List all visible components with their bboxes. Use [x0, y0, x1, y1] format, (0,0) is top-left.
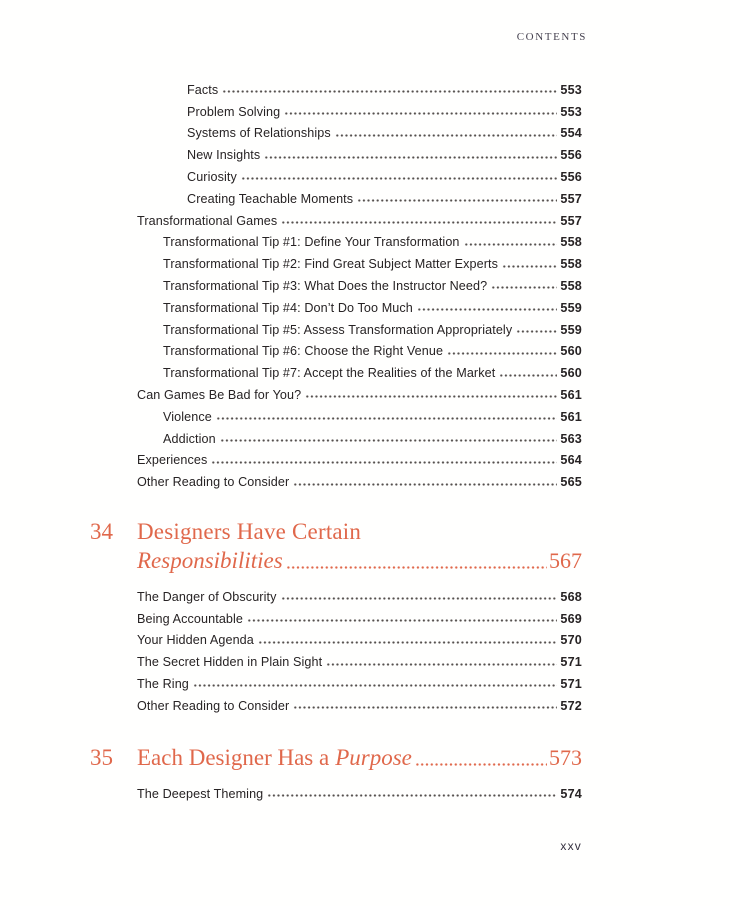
dot-leader	[464, 228, 558, 250]
toc-entry-page: 558	[560, 257, 582, 272]
toc-entry-page: 561	[560, 387, 582, 402]
toc-entry	[137, 380, 582, 402]
toc-entry-page: 556	[560, 169, 582, 184]
toc-entry	[137, 140, 582, 162]
chapter-page-number: 573	[549, 745, 582, 770]
toc-entry-page: 569	[560, 611, 582, 626]
chapter-title-block	[137, 517, 582, 575]
toc-entry	[137, 337, 582, 359]
dot-leader	[247, 604, 557, 626]
toc-entry-page: 571	[560, 655, 582, 670]
dot-leader	[447, 337, 557, 359]
chapter-title-line2	[137, 546, 582, 575]
toc-entry-label: Creating Teachable Moments	[187, 191, 354, 206]
toc-entry-label: Transformational Tip #6: Choose the Right Venue	[163, 344, 444, 359]
dot-leader	[211, 446, 557, 468]
toc-entry-page: 565	[560, 475, 582, 490]
dot-leader	[415, 743, 547, 772]
toc-entry-label: Experiences	[137, 453, 208, 468]
toc-entry	[137, 424, 582, 446]
toc-entry	[137, 779, 582, 801]
toc-list-chapter-35	[137, 779, 582, 801]
toc-entry-page: 571	[560, 676, 582, 691]
toc-entry-label: Transformational Tip #5: Assess Transformation Appropriately	[163, 322, 513, 337]
dot-leader	[357, 184, 557, 206]
toc-entry-label: Transformational Tip #3: What Does the Instructor Need?	[163, 278, 488, 293]
dot-leader	[293, 467, 557, 489]
dot-leader	[293, 691, 557, 713]
toc-entry-label: Your Hidden Agenda	[137, 633, 254, 648]
toc-entry-page: 560	[560, 344, 582, 359]
dot-leader	[516, 315, 557, 337]
toc-entry-label: Facts	[187, 82, 219, 97]
dot-leader	[258, 626, 557, 648]
toc-entry-page: 557	[560, 213, 582, 228]
chapter-title-roman: Each Designer Has a	[137, 745, 330, 770]
toc-entry-label: The Deepest Theming	[137, 786, 264, 801]
chapter-number: 35	[90, 745, 113, 770]
chapter-34-heading	[90, 517, 582, 575]
toc-entry-label: Violence	[163, 409, 212, 424]
chapter-title-italic: Responsibilities	[137, 548, 283, 573]
toc-entry-label: Transformational Tip #2: Find Great Subject Matter Experts	[163, 257, 499, 272]
toc-entry	[137, 446, 582, 468]
toc-entry	[137, 467, 582, 489]
toc-entry-label: Transformational Tip #7: Accept the Realities of the Market	[163, 366, 496, 381]
toc-entry-label: Curiosity	[187, 169, 237, 184]
toc-entry-label: Addiction	[163, 431, 216, 446]
toc-entry-page: 556	[560, 148, 582, 163]
toc-entry	[137, 691, 582, 713]
toc-entry-page: 553	[560, 82, 582, 97]
toc-entry-page: 561	[560, 409, 582, 424]
toc-entry	[137, 271, 582, 293]
page-number-folio: xxv	[560, 839, 582, 853]
toc-entry-label: Can Games Be Bad for You?	[137, 387, 302, 402]
toc-entry-page: 560	[560, 366, 582, 381]
chapter-title-italic: Purpose	[335, 745, 412, 770]
toc-entry-label: The Ring	[137, 676, 189, 691]
toc-entry	[137, 669, 582, 691]
toc-entry	[137, 119, 582, 141]
toc-entry-page: 563	[560, 431, 582, 446]
toc-entry-page: 553	[560, 104, 582, 119]
toc-entry	[137, 206, 582, 228]
toc-entry	[137, 358, 582, 380]
toc-entry-label: Being Accountable	[137, 611, 244, 626]
dot-leader	[502, 249, 557, 271]
dot-leader	[281, 206, 557, 228]
chapter-35-heading	[90, 743, 582, 772]
toc-entry	[137, 184, 582, 206]
toc-entry	[137, 626, 582, 648]
dot-leader	[499, 358, 557, 380]
toc-entry-page: 558	[560, 235, 582, 250]
toc-entry-page: 572	[560, 698, 582, 713]
toc-entry-page: 559	[560, 300, 582, 315]
toc-entry	[137, 582, 582, 604]
toc-entry	[137, 315, 582, 337]
toc-entry-label: Other Reading to Consider	[137, 475, 290, 490]
toc-entry-page: 564	[560, 453, 582, 468]
dot-leader	[335, 119, 558, 141]
dot-leader	[417, 293, 557, 315]
toc-entry	[137, 228, 582, 250]
dot-leader	[305, 380, 557, 402]
toc-entry-label: Systems of Relationships	[187, 126, 331, 141]
toc-entry-page: 558	[560, 278, 582, 293]
toc-entry	[137, 402, 582, 424]
toc-entry	[137, 249, 582, 271]
dot-leader	[220, 424, 558, 446]
running-head: CONTENTS	[516, 31, 587, 43]
toc-list-chapter-34	[137, 582, 582, 713]
dot-leader	[222, 75, 557, 97]
dot-leader	[264, 140, 557, 162]
dot-leader	[267, 779, 557, 801]
toc-entry-label: New Insights	[187, 148, 261, 163]
dot-leader	[241, 162, 557, 184]
dot-leader	[286, 546, 547, 575]
toc-entry-page: 559	[560, 322, 582, 337]
toc-entry	[137, 604, 582, 626]
dot-leader	[491, 271, 557, 293]
toc-list-continued	[137, 75, 582, 489]
chapter-title-line	[137, 743, 582, 772]
dot-leader	[326, 647, 557, 669]
dot-leader	[281, 582, 558, 604]
toc-entry-page: 568	[560, 589, 582, 604]
toc-entry-label: Transformational Tip #4: Don’t Do Too Much	[163, 300, 413, 315]
dot-leader	[216, 402, 557, 424]
chapter-page-number: 567	[549, 548, 582, 573]
toc-entry-label: The Danger of Obscurity	[137, 589, 277, 604]
toc-entry	[137, 647, 582, 669]
chapter-number: 34	[90, 519, 113, 544]
toc-entry-page: 570	[560, 633, 582, 648]
toc-entry-label: Other Reading to Consider	[137, 698, 290, 713]
toc-entry-page: 557	[560, 191, 582, 206]
toc-entry	[137, 97, 582, 119]
toc-entry	[137, 75, 582, 97]
toc-entry-page: 574	[560, 786, 582, 801]
toc-entry-label: Transformational Tip #1: Define Your Transformation	[163, 235, 460, 250]
toc-entry-label: Transformational Games	[137, 213, 278, 228]
toc-entry-page: 554	[560, 126, 582, 141]
chapter-title-block	[137, 743, 582, 772]
toc-entry-label: The Secret Hidden in Plain Sight	[137, 655, 323, 670]
toc-entry-label: Problem Solving	[187, 104, 281, 119]
chapter-title-line1: Designers Have Certain	[137, 519, 362, 544]
toc-entry	[137, 162, 582, 184]
toc-entry	[137, 293, 582, 315]
dot-leader	[193, 669, 557, 691]
dot-leader	[284, 97, 557, 119]
